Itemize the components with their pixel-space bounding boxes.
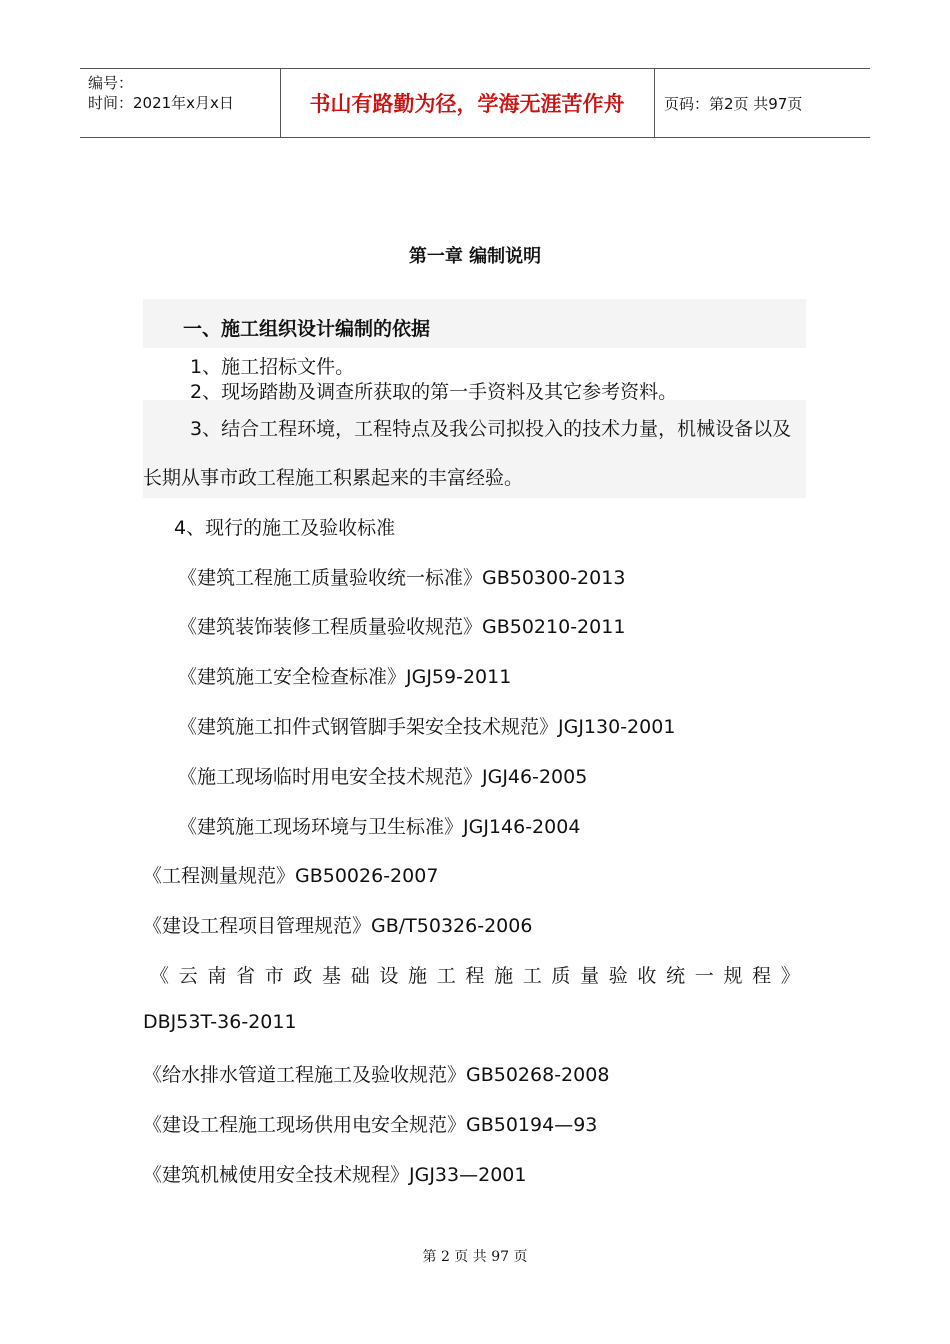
spread-char: 验 xyxy=(608,965,628,987)
spread-char: 市 xyxy=(264,965,284,987)
header-page-info: 页码：第2页 共97页 xyxy=(664,95,803,113)
list-item: 3、结合工程环境，工程特点及我公司拟投入的技术力量，机械设备以及 xyxy=(190,418,792,440)
standard-item: 《建筑装饰装修工程质量验收规范》GB50210-2011 xyxy=(178,616,626,638)
standard-item: 《建设工程施工现场供用电安全规范》GB50194—93 xyxy=(143,1114,598,1136)
list-item: 长期从事市政工程施工积累起来的丰富经验。 xyxy=(143,467,524,489)
spread-char: 统 xyxy=(666,965,686,987)
spread-char: 一 xyxy=(694,965,714,987)
standard-item: 《建筑施工安全检查标准》JGJ59-2011 xyxy=(178,666,512,688)
chapter-title: 第一章 编制说明 xyxy=(408,246,542,267)
spread-char: 规 xyxy=(723,965,743,987)
section-title: 一、施工组织设计编制的依据 xyxy=(183,318,431,340)
header-meta xyxy=(88,73,234,113)
spread-char: 工 xyxy=(436,965,456,987)
spread-char: 设 xyxy=(379,965,399,987)
spread-char: 施 xyxy=(494,965,514,987)
page-footer: 第 2 页 共 97 页 xyxy=(422,1249,528,1265)
standard-item: 《给水排水管道工程施工及验收规范》GB50268-2008 xyxy=(143,1064,610,1086)
spread-char: 收 xyxy=(637,965,657,987)
standard-item: 《建筑工程施工质量验收统一标准》GB50300-2013 xyxy=(178,567,626,589)
spread-char: 质 xyxy=(551,965,571,987)
spread-char: 施 xyxy=(408,965,428,987)
page-header xyxy=(80,68,870,138)
spread-char: 程 xyxy=(752,965,772,987)
spread-char: 工 xyxy=(522,965,542,987)
standard-item: 《建筑机械使用安全技术规程》JGJ33—2001 xyxy=(143,1164,527,1186)
spread-char: 省 xyxy=(236,965,256,987)
standard-item-spread xyxy=(150,961,800,988)
spread-char: 《 xyxy=(150,965,170,987)
header-divider xyxy=(654,69,655,137)
spread-char: 程 xyxy=(465,965,485,987)
spread-char: 政 xyxy=(293,965,313,987)
standard-item: 《建设工程项目管理规范》GB/T50326-2006 xyxy=(143,915,533,937)
standard-item: 《建筑施工现场环境与卫生标准》JGJ146-2004 xyxy=(178,816,581,838)
spread-char: 》 xyxy=(780,965,800,987)
spread-char: 量 xyxy=(580,965,600,987)
document-date: 时间：2021年x月x日 xyxy=(88,94,234,112)
list-item: 1、施工招标文件。 xyxy=(190,356,355,378)
standard-item: 《施工现场临时用电安全技术规范》JGJ46-2005 xyxy=(178,766,588,788)
standard-item: 《工程测量规范》GB50026-2007 xyxy=(143,865,439,887)
header-motto: 书山有路勤为径，学海无涯苦作舟 xyxy=(309,91,625,116)
spread-char: 基 xyxy=(322,965,342,987)
spread-char: 云 xyxy=(178,965,198,987)
standard-item: 《建筑施工扣件式钢管脚手架安全技术规范》JGJ130-2001 xyxy=(178,716,676,738)
standard-item: DBJ53T-36-2011 xyxy=(143,1011,297,1033)
list-item: 2、现场踏勘及调查所获取的第一手资料及其它参考资料。 xyxy=(190,381,678,403)
list-item: 4、现行的施工及验收标准 xyxy=(174,517,396,539)
document-number-label: 编号： xyxy=(88,74,134,92)
spread-char: 础 xyxy=(350,965,370,987)
spread-char: 南 xyxy=(207,965,227,987)
